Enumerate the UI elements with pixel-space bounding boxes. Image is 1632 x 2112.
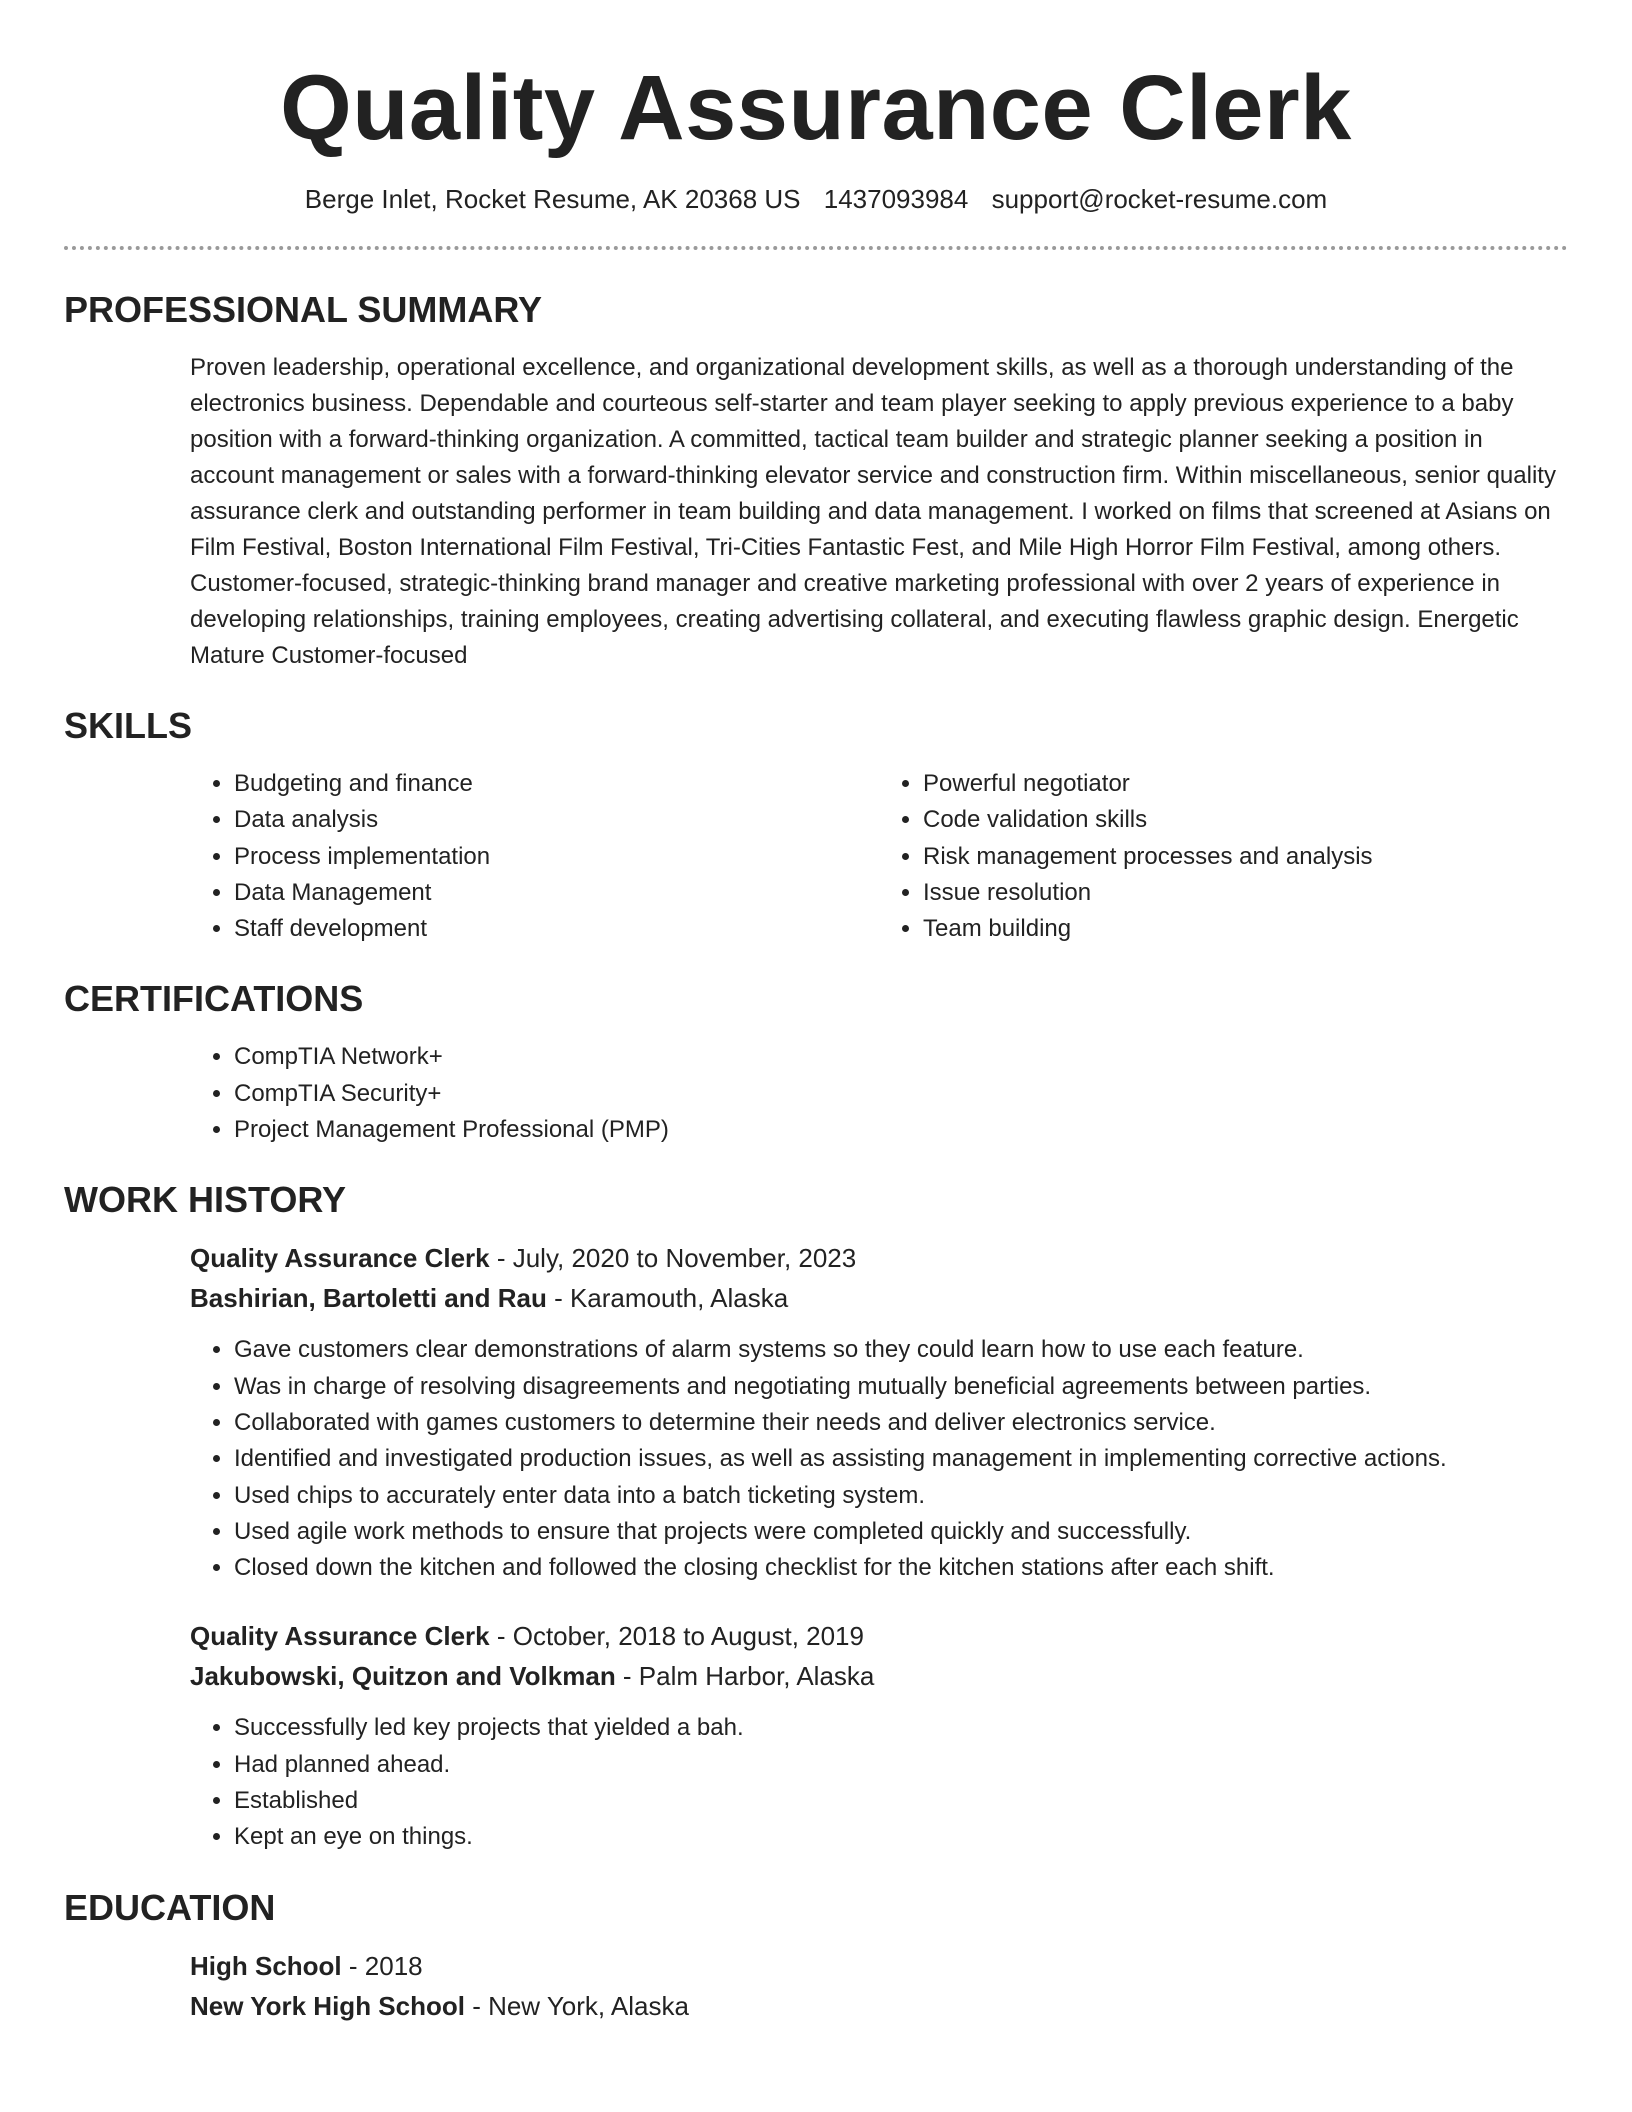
skill-item: • Budgeting and finance [234, 766, 879, 802]
job-bullet: • Used agile work methods to ensure that projects were completed quickly and successfully. [234, 1514, 1568, 1550]
skill-item: • Data analysis [234, 802, 879, 838]
summary-body [64, 350, 1568, 674]
job-bullet: • Used chips to accurately enter data into a batch ticketing system. [234, 1478, 1568, 1514]
certification-item: • Project Management Professional (PMP) [234, 1112, 1568, 1148]
certifications-list [190, 1039, 1568, 1148]
skill-item: • Issue resolution [923, 875, 1568, 911]
certification-item: • CompTIA Security+ [234, 1076, 1568, 1112]
job-role: Quality Assurance Clerk [190, 1621, 490, 1652]
job-location: - Palm Harbor, Alaska [615, 1661, 875, 1692]
skills-grid [190, 766, 1568, 947]
education-location: - New York, Alaska [464, 1990, 689, 2021]
candidate-name: Quality Assurance Clerk [280, 57, 1352, 159]
job-bullet: • Successfully led key projects that yielded a bah. [234, 1710, 1568, 1746]
summary-section [64, 288, 1568, 674]
skills-section [64, 704, 1568, 947]
skill-item: • Team building [923, 911, 1568, 947]
job-bullet: • Had planned ahead. [234, 1747, 1568, 1783]
certifications-section [64, 977, 1568, 1148]
job-role-line [190, 1616, 1568, 1656]
job-entry [190, 1616, 1568, 1855]
job-bullets [190, 1710, 1568, 1855]
certification-item: • CompTIA Network+ [234, 1039, 1568, 1075]
contact-line [64, 182, 1568, 216]
education-degree-line [190, 1946, 1568, 1986]
section-title-work-history: WORK HISTORY [64, 1179, 347, 1221]
section-title-certifications: CERTIFICATIONS [64, 978, 364, 1020]
summary-text: Proven leadership, operational excellence, and organizational development skills, as well as a thorough understanding of the electronics business. Dependable and courteous self-starter and team player seeking to apply previous experience to a baby position with a forward-thinking organization. A committed, tactical team builder and strategic planner seeking a position in account management or sales with a forward-thinking elevator service and construction firm. Within miscellaneous, senior quality assurance clerk and outstanding performer in team building and data management. I worked on films that screened at Asians on Film Festival, Boston International Film Festival, Tri-Cities Fantastic Fest, and Mile High Horror Film Festival, among others. Customer-focused, strategic-thinking brand manager and creative marketing professional with over 2 years of experience in developing relationships, training employees, creating advertising collateral, and executing flawless graphic design. Energetic Mature Customer-focused [190, 354, 1556, 669]
job-role-line [190, 1238, 1568, 1278]
education-school-line [190, 1986, 1568, 2026]
job-bullet: • Was in charge of resolving disagreements and negotiating mutually beneficial agreements between parties. [234, 1369, 1568, 1405]
job-dates: - July, 2020 to November, 2023 [489, 1243, 857, 1274]
skills-list-right [879, 766, 1568, 947]
work-history-body [64, 1238, 1568, 1855]
skill-item: • Risk management processes and analysis [923, 839, 1568, 875]
contact-phone: 1437093984 [823, 184, 969, 214]
job-bullet: • Collaborated with games customers to determine their needs and deliver electronics service. [234, 1405, 1568, 1441]
section-title-education: EDUCATION [64, 1886, 276, 1928]
certifications-body [64, 1039, 1568, 1148]
header-divider [64, 246, 1568, 250]
job-bullets [190, 1332, 1568, 1586]
job-bullet: • Kept an eye on things. [234, 1819, 1568, 1855]
skills-body [64, 766, 1568, 947]
job-company-line [190, 1278, 1568, 1318]
skill-item: • Data Management [234, 875, 879, 911]
job-bullet: • Gave customers clear demonstrations of alarm systems so they could learn how to use each feature. [234, 1332, 1568, 1368]
contact-email: support@rocket-resume.com [991, 184, 1328, 214]
job-role: Quality Assurance Clerk [190, 1243, 490, 1274]
job-bullet: • Identified and investigated production issues, as well as assisting management in implementing corrective actions. [234, 1441, 1568, 1477]
education-year: - 2018 [341, 1950, 423, 1981]
skill-item: • Code validation skills [923, 802, 1568, 838]
section-title-summary: PROFESSIONAL SUMMARY [64, 289, 543, 330]
job-bullet: • Established [234, 1783, 1568, 1819]
skills-list-left [190, 766, 879, 947]
skill-item: • Powerful negotiator [923, 766, 1568, 802]
skill-item: • Staff development [234, 911, 879, 947]
skill-item: • Process implementation [234, 839, 879, 875]
education-section [64, 1886, 1568, 2026]
job-entry [190, 1238, 1568, 1586]
job-company: Jakubowski, Quitzon and Volkman [190, 1661, 616, 1692]
job-company-line [190, 1656, 1568, 1696]
contact-address: Berge Inlet, Rocket Resume, AK 20368 US [304, 184, 801, 214]
job-bullet: • Closed down the kitchen and followed the closing checklist for the kitchen stations after each shift. [234, 1550, 1568, 1586]
education-body [64, 1946, 1568, 2026]
education-degree: High School [190, 1950, 342, 1981]
job-company: Bashirian, Bartoletti and Rau [190, 1283, 547, 1314]
education-school: New York High School [190, 1990, 465, 2021]
job-dates: - October, 2018 to August, 2019 [489, 1621, 864, 1652]
job-location: - Karamouth, Alaska [546, 1283, 789, 1314]
section-title-skills: SKILLS [64, 705, 193, 746]
work-history-section [64, 1178, 1568, 1855]
